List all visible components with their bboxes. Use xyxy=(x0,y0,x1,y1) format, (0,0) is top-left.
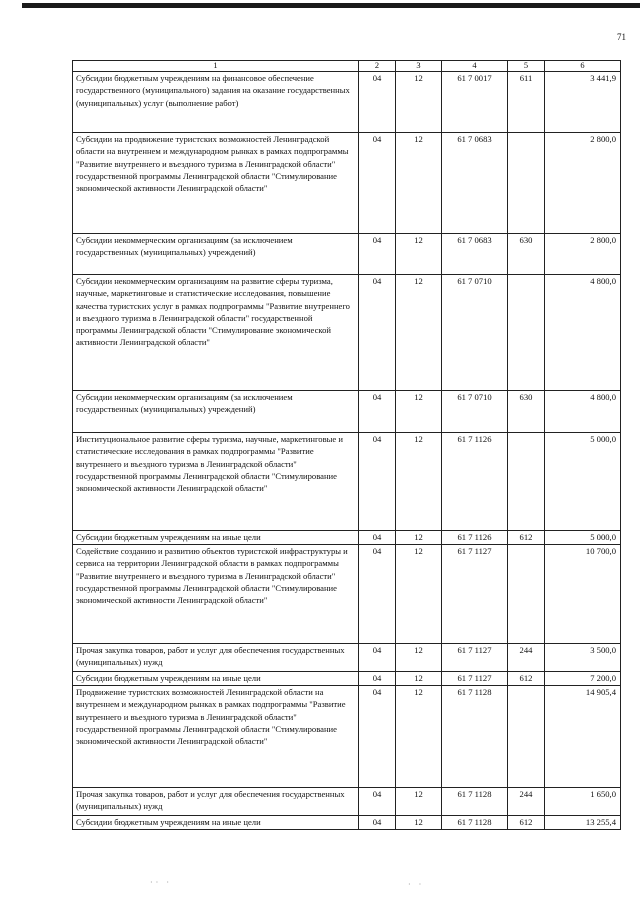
row-subsection: 12 xyxy=(396,133,442,234)
row-expense-type: 244 xyxy=(508,644,545,672)
row-subsection: 12 xyxy=(396,391,442,433)
row-target-code: 61 7 1126 xyxy=(442,433,508,531)
table-row xyxy=(73,644,621,672)
row-expense-type: 630 xyxy=(508,391,545,433)
row-target-code: 61 7 1127 xyxy=(442,672,508,686)
row-target-code: 61 7 1128 xyxy=(442,686,508,788)
row-section: 04 xyxy=(359,672,396,686)
table-row xyxy=(73,391,621,433)
row-name: Продвижение туристских возможностей Ленинградской области на внутреннем и международном рынках в рамках подпрограммы "Развитие внутреннего и въездного туризма в Ленинградской области" государственной программы Ленинградской области "Стимулирование экономической активности Ленинградской области" xyxy=(73,686,359,788)
row-subsection: 12 xyxy=(396,433,442,531)
row-target-code: 61 7 0683 xyxy=(442,234,508,275)
scan-speckle: · · xyxy=(408,880,425,889)
row-section: 04 xyxy=(359,433,396,531)
row-subsection: 12 xyxy=(396,545,442,644)
row-amount: 14 905,4 xyxy=(545,686,621,788)
row-name: Субсидии некоммерческим организациям (за исключением государственных (муниципальных) учреждений) xyxy=(73,234,359,275)
row-target-code: 61 7 0017 xyxy=(442,72,508,133)
row-section: 04 xyxy=(359,644,396,672)
row-expense-type: 630 xyxy=(508,234,545,275)
row-amount: 4 800,0 xyxy=(545,275,621,391)
row-subsection: 12 xyxy=(396,275,442,391)
table-row xyxy=(73,72,621,133)
col-header-4: 4 xyxy=(442,61,508,72)
row-amount: 7 200,0 xyxy=(545,672,621,686)
table-row xyxy=(73,545,621,644)
row-section: 04 xyxy=(359,391,396,433)
row-subsection: 12 xyxy=(396,644,442,672)
row-section: 04 xyxy=(359,275,396,391)
row-amount: 1 650,0 xyxy=(545,788,621,816)
row-name: Прочая закупка товаров, работ и услуг для обеспечения государственных (муниципальных) нужд xyxy=(73,644,359,672)
table-row xyxy=(73,672,621,686)
row-section: 04 xyxy=(359,133,396,234)
row-target-code: 61 7 0683 xyxy=(442,133,508,234)
row-name: Субсидии бюджетным учреждениям на финансовое обеспечение государственного (муниципального) задания на оказание государственных (муниципальных) услуг (выполнение работ) xyxy=(73,72,359,133)
row-name: Субсидии бюджетным учреждениям на иные цели xyxy=(73,672,359,686)
row-expense-type: 611 xyxy=(508,72,545,133)
col-header-6: 6 xyxy=(545,61,621,72)
row-expense-type: 612 xyxy=(508,816,545,830)
row-name: Субсидии на продвижение туристских возможностей Ленинградской области на внутреннем и международном рынках в рамках подпрограммы "Развитие внутреннего и въездного туризма в Ленинградской области" государственной программы Ленинградской области "Стимулирование экономической активности Ленинградской области" xyxy=(73,133,359,234)
row-section: 04 xyxy=(359,234,396,275)
row-expense-type: 612 xyxy=(508,672,545,686)
table-row xyxy=(73,433,621,531)
row-section: 04 xyxy=(359,816,396,830)
row-subsection: 12 xyxy=(396,531,442,545)
row-section: 04 xyxy=(359,72,396,133)
row-name: Субсидии бюджетным учреждениям на иные цели xyxy=(73,531,359,545)
table-row xyxy=(73,275,621,391)
row-amount: 3 441,9 xyxy=(545,72,621,133)
row-amount: 5 000,0 xyxy=(545,433,621,531)
row-subsection: 12 xyxy=(396,686,442,788)
scan-speckle: ·· · xyxy=(150,878,172,887)
col-header-5: 5 xyxy=(508,61,545,72)
row-expense-type xyxy=(508,545,545,644)
row-expense-type: 244 xyxy=(508,788,545,816)
table-row xyxy=(73,816,621,830)
row-target-code: 61 7 0710 xyxy=(442,391,508,433)
row-name: Субсидии некоммерческим организациям (за исключением государственных (муниципальных) учреждений) xyxy=(73,391,359,433)
row-name: Институциональное развитие сферы туризма, научные, маркетинговые и статистические исследования в рамках подпрограммы "Развитие внутреннего и въездного туризма в Ленинградской области" государственной программы Ленинградской области "Стимулирование экономической активности Ленинградской области" xyxy=(73,433,359,531)
col-header-3: 3 xyxy=(396,61,442,72)
row-section: 04 xyxy=(359,531,396,545)
col-header-1: 1 xyxy=(73,61,359,72)
row-subsection: 12 xyxy=(396,672,442,686)
row-expense-type xyxy=(508,686,545,788)
top-scan-bar xyxy=(22,3,640,8)
row-target-code: 61 7 1128 xyxy=(442,788,508,816)
row-amount: 2 800,0 xyxy=(545,234,621,275)
page-number: 71 xyxy=(617,32,626,42)
table-row xyxy=(73,788,621,816)
row-section: 04 xyxy=(359,686,396,788)
row-name: Субсидии бюджетным учреждениям на иные цели xyxy=(73,816,359,830)
row-target-code: 61 7 0710 xyxy=(442,275,508,391)
row-target-code: 61 7 1128 xyxy=(442,816,508,830)
row-amount: 5 000,0 xyxy=(545,531,621,545)
row-amount: 10 700,0 xyxy=(545,545,621,644)
row-expense-type xyxy=(508,433,545,531)
row-subsection: 12 xyxy=(396,788,442,816)
table-row xyxy=(73,686,621,788)
col-header-2: 2 xyxy=(359,61,396,72)
row-name: Прочая закупка товаров, работ и услуг для обеспечения государственных (муниципальных) нужд xyxy=(73,788,359,816)
budget-table xyxy=(72,60,621,830)
header-row xyxy=(73,61,621,72)
row-expense-type xyxy=(508,275,545,391)
table-row xyxy=(73,531,621,545)
row-subsection: 12 xyxy=(396,234,442,275)
row-section: 04 xyxy=(359,545,396,644)
row-expense-type xyxy=(508,133,545,234)
row-section: 04 xyxy=(359,788,396,816)
table-row xyxy=(73,234,621,275)
row-target-code: 61 7 1126 xyxy=(442,531,508,545)
row-name: Субсидии некоммерческим организациям на развитие сферы туризма, научные, маркетинговые и статистические исследования, повышение качества туристских услуг в рамках подпрограммы "Развитие внутреннего и въездного туризма в Ленинградской области" государственной программы Ленинградской области "Стимулирование экономической активности Ленинградской области" xyxy=(73,275,359,391)
row-expense-type: 612 xyxy=(508,531,545,545)
row-target-code: 61 7 1127 xyxy=(442,545,508,644)
table-row xyxy=(73,133,621,234)
row-amount: 3 500,0 xyxy=(545,644,621,672)
row-target-code: 61 7 1127 xyxy=(442,644,508,672)
row-subsection: 12 xyxy=(396,72,442,133)
row-amount: 4 800,0 xyxy=(545,391,621,433)
row-subsection: 12 xyxy=(396,816,442,830)
row-amount: 2 800,0 xyxy=(545,133,621,234)
row-name: Содействие созданию и развитию объектов туристской инфраструктуры и сервиса на территории Ленинградской области в рамках подпрограммы "Развитие внутреннего и въездного туризма в Ленинградской области" государственной программы Ленинградской области "Стимулирование экономической активности Ленинградской области" xyxy=(73,545,359,644)
row-amount: 13 255,4 xyxy=(545,816,621,830)
